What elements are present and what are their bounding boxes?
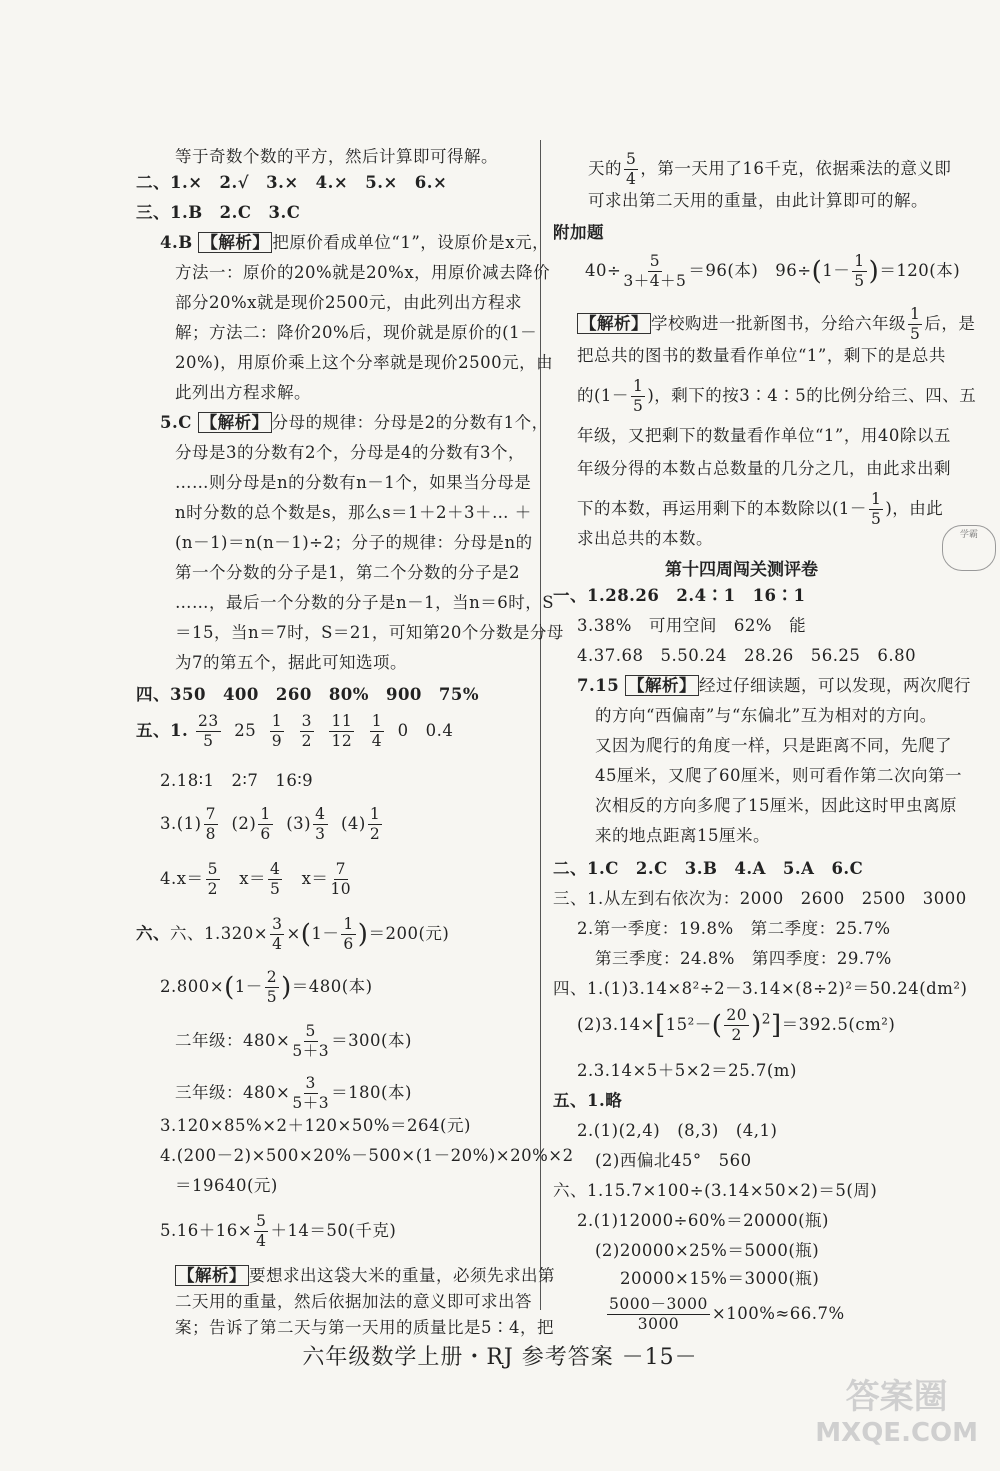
column-divider [540,140,541,1310]
fraction: $\frac{23}{5}$ [197,712,219,750]
text-line: 案；告诉了第二天与第一天用的质量比是5∶4，把 [175,1318,554,1337]
fraction: $\frac{1}{9}$ [271,712,283,750]
text-line: 可求出第二天用的重量，由此计算即可的解。 [588,191,928,210]
fraction: $\frac{5}{2}$ [207,860,218,898]
fraction: $\frac{7}{8}$ [205,805,216,843]
text-line: (n－1)＝n(n－1)÷2；分子的规律：分母是n的 [175,533,533,552]
text-line: 5.C 【解析】 分母的规律：分母是2的分数有1个， [160,413,549,432]
text-line: 【解析】 要想求出这袋大米的重量，必须先求出第 [175,1265,555,1287]
fraction: $\frac{3}{5+3}$ [292,1074,330,1112]
answer-line: 五、1. $\frac{23}{5}$ 25 $\frac{1}{9}$ $\frac{3}{2}$ $\frac{11}{12}$ $\frac{1}{4}$ 0 0.4 [136,712,454,750]
text-line: ＝19640(元) [175,1176,278,1195]
text-line: 又因为爬行的角度一样，只是距离不同，先爬了 [595,736,952,755]
text-line: 2.3.14×5＋5×2＝25.7(m) [577,1061,797,1080]
text-line: 来的地点距离15厘米。 [595,826,770,845]
answer-line: 3.(1) $\frac{7}{8}$ (2) $\frac{1}{6}$ (3) $\frac{4}{3}$ (4) $\frac{1}{2}$ [160,805,381,843]
text-line: 四、350 400 260 80% 900 75% [136,685,480,704]
analysis-tag: 【解析】 [577,313,651,334]
answer-line: 下的本数，再运用剩下的本数除以(1－ $\frac{1}{5}$ )，由此 [577,490,944,528]
text-line: 第三季度：24.8% 第四季度：29.7% [595,949,892,968]
text-line: 第一个分数的分子是1，第二个分数的分子是2 [175,563,520,582]
fraction: $\frac{11}{12}$ [331,712,353,750]
answer-line: 【解析】 学校购进一批新图书，分给六年级 $\frac{1}{5}$ 后，是 [577,305,975,344]
text-line: 4.(200－2)×500×20%－500×(1－20%)×20%×2 [160,1146,574,1165]
text-line: 3.120×85%×2＋120×50%＝264(元) [160,1116,471,1135]
analysis-tag: 【解析】 [625,675,699,696]
section-title: 附加题 [553,223,604,242]
fraction: $\frac{4}{5}$ [270,860,281,898]
stamp-logo: 学霸 [942,525,996,571]
analysis-tag: 【解析】 [198,232,272,253]
fraction: $\frac{1}{5}$ [910,305,921,343]
text-line: 分母是3的分数有2个，分母是4的分数有3个， [175,443,525,462]
text-line: 2.18∶1 2∶7 16∶9 [160,771,314,790]
fraction: $\frac{3}{4}$ [272,915,283,953]
answer-line: 三年级：480× $\frac{3}{5+3}$ ＝180(本) [175,1074,412,1112]
text-line: 7.15 【解析】 经过仔细读题，可以发现，两次爬行 [577,676,971,695]
fraction: $\frac{1}{4}$ [371,712,383,750]
answer-line: 2.800×(1－ $\frac{2}{5}$ )＝480(本) [160,968,373,1006]
text-line: ……则分母是n的分数有n－1个，如果当分母是 [175,473,532,492]
text-line: 20%)，用原价乘上这个分率就是现价2500元，由 [175,353,554,372]
fraction: $\frac{5}{4}$ [626,150,637,188]
fraction: $\frac{1}{5}$ [870,490,882,528]
watermark-logo: 答案圈 MXQE.COM [815,1377,978,1448]
answer-line: (2)3.14×[15²－( $\frac{20}{2}$ )$^2$]＝392.5(cm²) [577,1006,896,1044]
text-line: 把总共的图书的数量看作单位“1”，剩下的是总共 [577,346,946,365]
fraction: $\frac{4}{3}$ [315,805,326,843]
text-line: 20000×15%＝3000(瓶) [620,1269,820,1288]
text-line: (2)20000×25%＝5000(瓶) [595,1241,820,1260]
text-line: ……，最后一个分数的分子是n－1，当n＝6时，S [175,593,555,612]
answer-line: 六、六、1.320× $\frac{3}{4}$ ×(1－ $\frac{1}{6}$ )＝200(元) [136,915,450,953]
fraction: $\frac{1}{6}$ [343,915,354,953]
text-line: 求出总共的本数。 [577,529,713,548]
text-line: 五、1.略 [553,1091,623,1110]
text-line: 部分20%x就是现价2500元，由此列出方程求 [175,293,522,312]
fraction: $\frac{2}{5}$ [266,968,278,1006]
text-line: 三、1.B 2.C 3.C [136,203,301,222]
text-line: 二、1.× 2.√ 3.× 4.× 5.× 6.× [136,173,448,192]
text-line: 二天用的重量，然后依据加法的意义即可求出答 [175,1292,532,1311]
text-line: 年级分得的本数占总数量的几分之几，由此求出剩 [577,459,951,478]
fraction: $\frac{1}{6}$ [260,805,271,843]
fraction: $\frac{1}{2}$ [369,805,381,843]
answer-line: 二年级：480× $\frac{5}{5+3}$ ＝300(本) [175,1022,412,1060]
fraction: $\frac{1}{5}$ [632,377,644,415]
text-line: 等于奇数个数的平方，然后计算即可得解。 [175,147,498,166]
answer-line: 4.x＝ $\frac{5}{2}$ x＝ $\frac{4}{5}$ x＝ $\frac{7}{10}$ [160,860,352,898]
text-line: 3.38% 可用空间 62% 能 [577,616,807,635]
text-line: n时分数的总个数是s，那么s＝1＋2＋3＋… ＋ [175,503,532,522]
fraction: $\frac{5}{5+3}$ [292,1022,330,1060]
text-line: 2.(1)(2,4) (8,3) (4,1) [577,1121,778,1140]
analysis-tag: 【解析】 [198,412,272,433]
text-line: 年级，又把剩下的数量看作单位“1”，用40除以五 [577,426,951,445]
answer-line: 的(1－ $\frac{1}{5}$ )，剩下的按3∶4∶5的比例分给三、四、五 [577,377,977,415]
text-line: 45厘米，又爬了60厘米，则可看作第二次向第一 [595,766,962,785]
text-line: 六、1.15.7×100÷(3.14×50×2)＝5(周) [553,1181,878,1200]
analysis-tag: 【解析】 [175,1265,249,1286]
fraction: $\frac{5000-3000}{3000}$ [609,1295,708,1333]
text-line: 三、1.从左到右依次为：2000 2600 2500 3000 [553,889,967,908]
fraction: $\frac{7}{10}$ [330,860,352,898]
answer-line: 天的 $\frac{5}{4}$ ，第一天用了16千克，依据乘法的意义即 [588,150,952,188]
text-line: 为7的第五个，据此可知选项。 [175,653,407,672]
text-line: (2)西偏北45° 560 [595,1151,752,1170]
text-line: 此列出方程求解。 [175,383,311,402]
text-line: 次相反的方向多爬了15厘米，因此这时甲虫离原 [595,796,957,815]
answer-line: $\frac{5000-3000}{3000}$ ×100%≈66.7% [609,1295,845,1333]
text-line: 2.第一季度：19.8% 第二季度：25.7% [577,919,891,938]
text-line: 二、1.C 2.C 3.B 4.A 5.A 6.C [553,859,864,878]
section-title: 第十四周闯关测评卷 [665,560,818,580]
text-line: 4.37.68 5.50.24 28.26 56.25 6.80 [577,646,917,665]
fraction: $\frac{1}{5}$ [854,252,865,290]
text-line: 2.(1)12000÷60%＝20000(瓶) [577,1211,829,1230]
fraction: $\frac{5}{3+4+5}$ [623,252,687,290]
fraction: $\frac{20}{2}$ [726,1006,748,1044]
fraction: $\frac{3}{2}$ [301,712,312,750]
answer-line: 5.16＋16× $\frac{5}{4}$ ＋14＝50(千克) [160,1212,397,1250]
text-line: 方法一：原价的20%就是20%x，用原价减去降价 [175,263,551,282]
answer-line: 40÷ $\frac{5}{3+4+5}$ ＝96(本) 96÷(1－ $\frac{1}{5}$ )＝120(本) [585,252,961,290]
text-line: 的方向“西偏南”与“东偏北”互为相对的方向。 [595,706,937,725]
page-footer: 六年级数学上册・RJ 参考答案 －15－ [302,1345,698,1370]
text-line: ＝15，当n＝7时，S＝21，可知第20个分数是分母 [175,623,564,642]
fraction: $\frac{5}{4}$ [256,1212,267,1250]
text-line: 解；方法二：降价20%后，现价就是原价的(1－ [175,323,538,342]
text-line: 一、1.28.26 2.4∶1 16∶1 [553,586,806,605]
text-line: 4.B 【解析】 把原价看成单位“1”，设原价是x元， [160,233,550,252]
text-line: 四、1.(1)3.14×8²÷2－3.14×(8÷2)²＝50.24(dm²) [553,979,968,998]
